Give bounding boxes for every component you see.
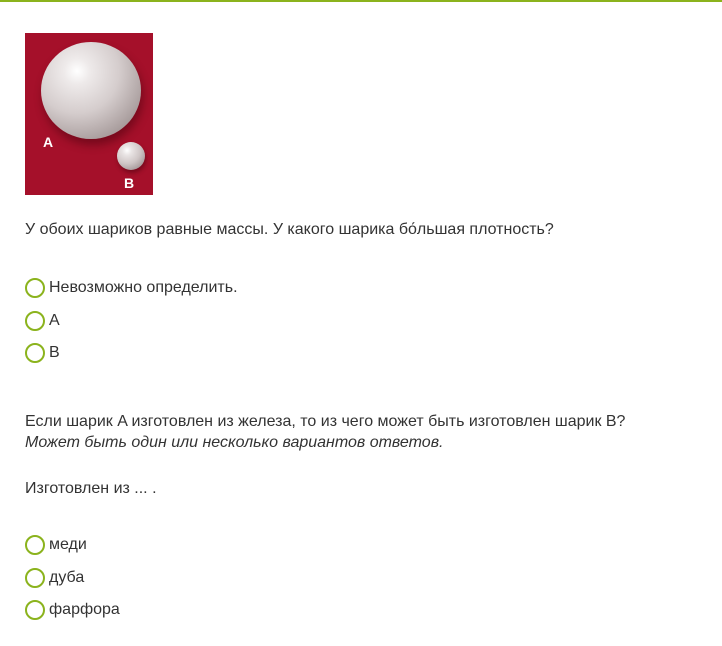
option-label: A bbox=[49, 312, 60, 329]
top-divider bbox=[0, 0, 722, 2]
option-label: меди bbox=[49, 536, 87, 553]
ball-b-label: B bbox=[124, 175, 135, 191]
balls-image bbox=[25, 33, 153, 195]
question-2-option-1[interactable] bbox=[25, 534, 87, 556]
question-2-option-2[interactable] bbox=[25, 567, 84, 589]
question-2-text: Если шарик A изготовлен из железа, то из чего может быть изготовлен шарик B? bbox=[25, 413, 626, 430]
question-2-prompt: Изготовлен из ... . bbox=[25, 480, 157, 497]
option-label: Невозможно определить. bbox=[49, 279, 238, 296]
ball-a-label: A bbox=[43, 134, 54, 150]
question-1-text: У обоих шариков равные массы. У какого шарика бо́льшая плотность? bbox=[25, 221, 554, 238]
radio-circle-icon[interactable] bbox=[25, 343, 45, 363]
question-1-option-2[interactable] bbox=[25, 310, 60, 332]
radio-circle-icon[interactable] bbox=[25, 568, 45, 588]
option-label: дуба bbox=[49, 569, 85, 586]
radio-circle-icon[interactable] bbox=[25, 535, 45, 555]
question-2-option-3[interactable] bbox=[25, 599, 120, 621]
ball-b bbox=[117, 142, 145, 170]
radio-circle-icon[interactable] bbox=[25, 278, 45, 298]
radio-circle-icon[interactable] bbox=[25, 311, 45, 331]
question-1-option-3[interactable] bbox=[25, 342, 60, 364]
option-label: фарфора bbox=[49, 601, 120, 618]
question-2-hint: Может быть один или несколько вариантов ответов. bbox=[25, 434, 444, 451]
option-label: B bbox=[49, 344, 60, 361]
question-1-option-1[interactable] bbox=[25, 277, 238, 299]
ball-a bbox=[41, 42, 141, 139]
radio-circle-icon[interactable] bbox=[25, 600, 45, 620]
